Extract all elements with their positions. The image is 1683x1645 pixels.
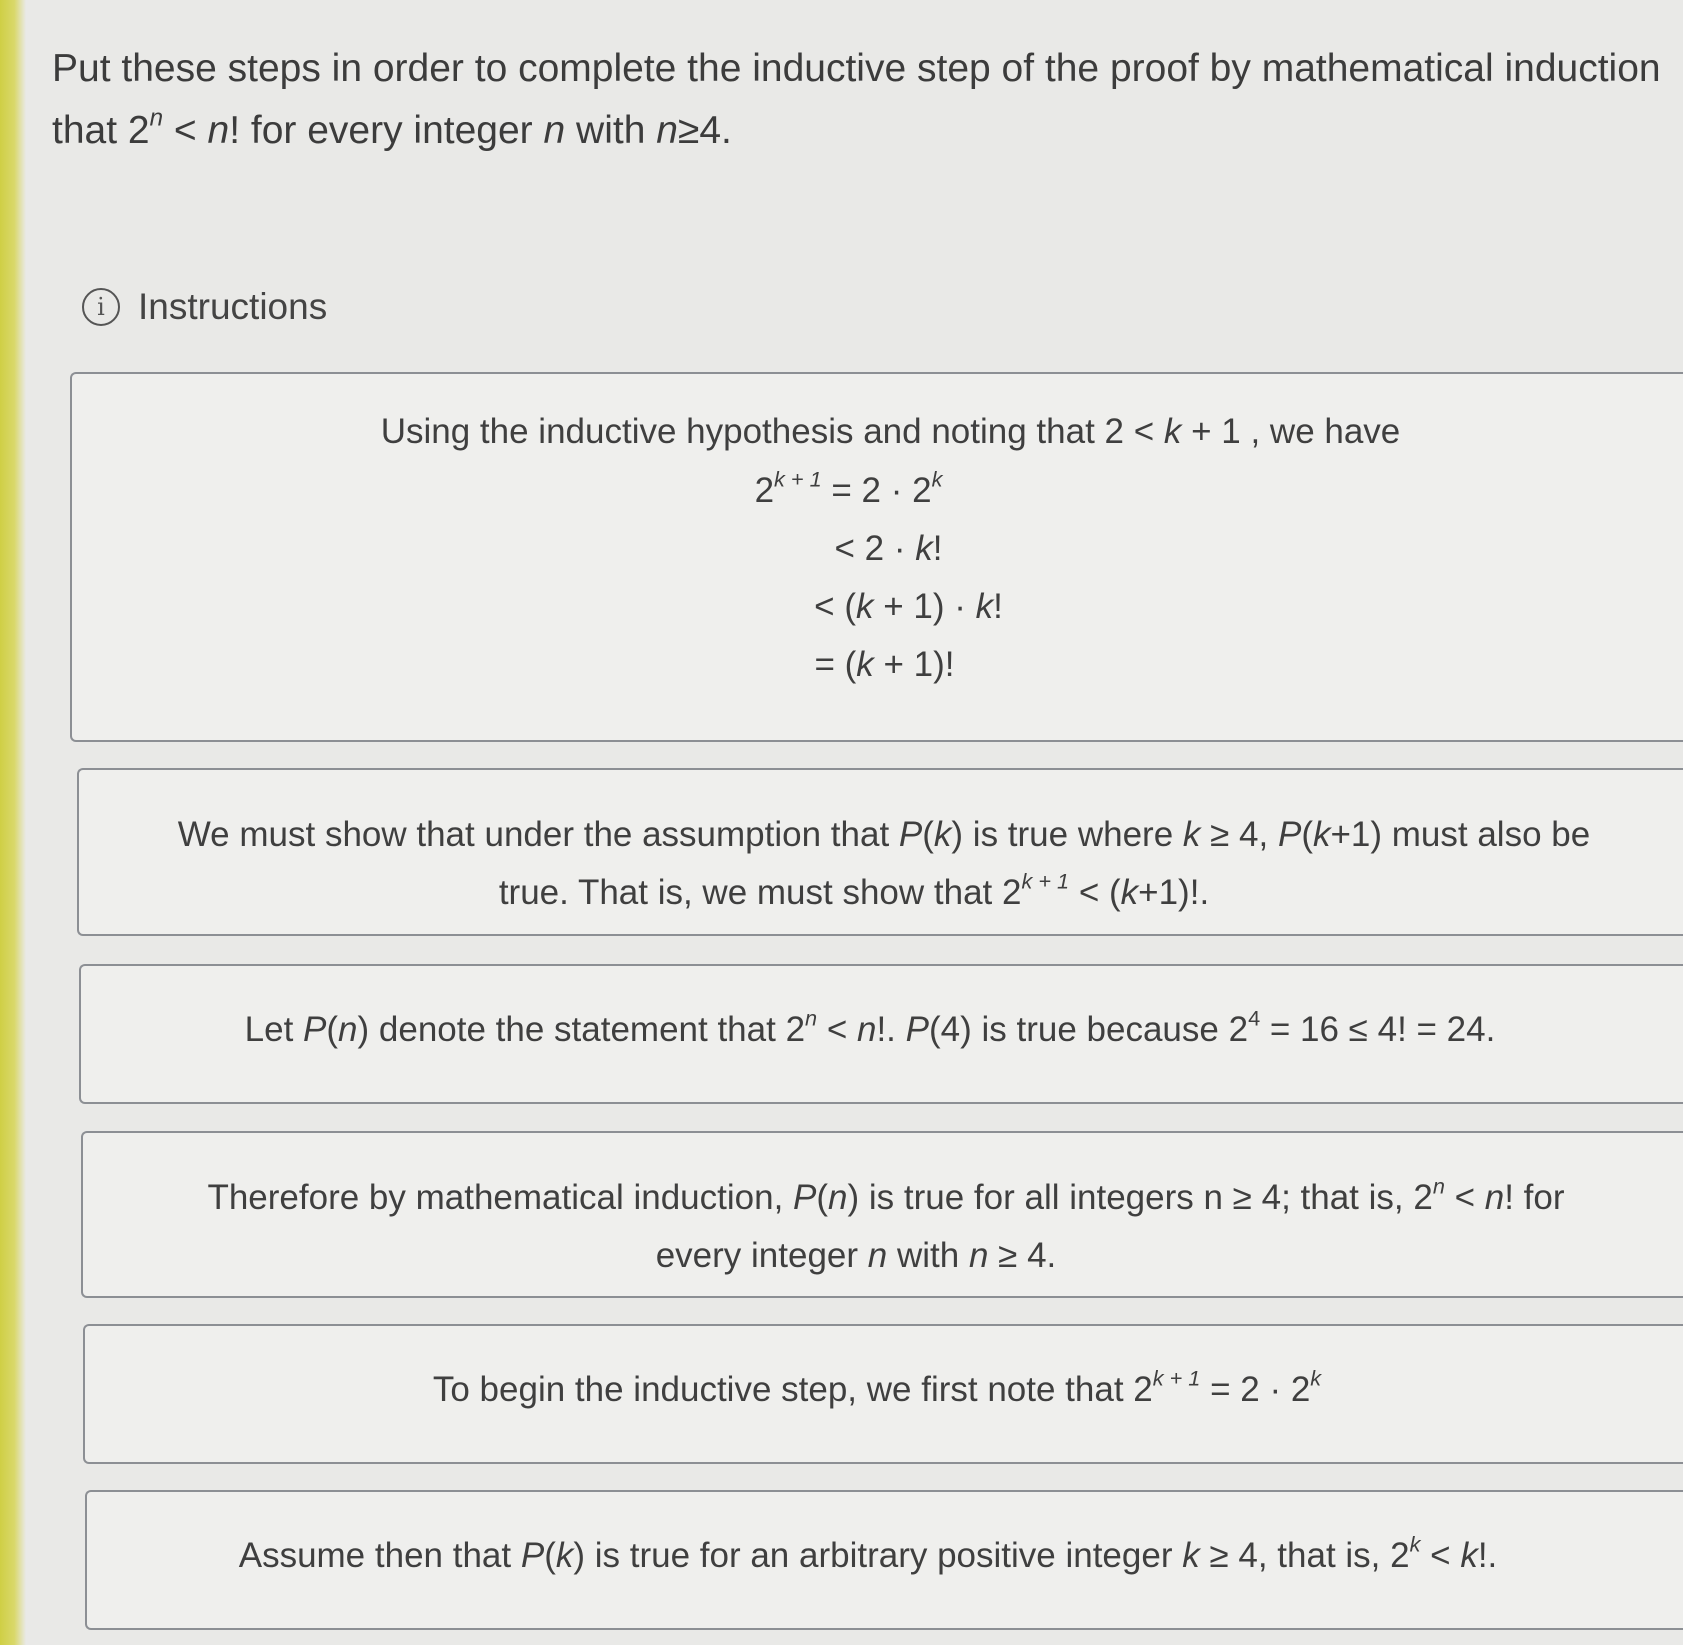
monitor-edge [0,0,26,1645]
chain-row-3: < (k + 1) · k! [814,587,1003,626]
card-6-text: Assume then that P(k) is true for an arbitrary positive integer k ≥ 4, that is, $2^k < k$!. [238,1531,1498,1575]
card-1-intro: Using the inductive hypothesis and noting that 2 < k + 1 , we have [380,412,1401,451]
proof-step-card-hypothesis[interactable] [70,372,1683,742]
proof-step-card-assume[interactable] [85,1490,1683,1630]
chain-row-4: = (k + 1)! [814,645,955,684]
proof-step-card-begin[interactable] [83,1324,1683,1464]
card-3-text: Let P(n) denote the statement that $2^n < n$!. P(4) is true because $2^4 = 16 \le 4$! = 24. [244,1005,1496,1049]
card-5-text: To begin the inductive step, we first note that $2^{k + 1} = 2 \cdot 2^k$ [432,1365,1322,1409]
question-line-2: that $2^n < n$! for every integer n with n≥4. [52,104,732,152]
chain-row-1: $2^{k + 1} = 2 \cdot 2^k$ [754,466,943,510]
proof-step-card-conclusion[interactable] [81,1131,1683,1298]
card-4-line-1: Therefore by mathematical induction, P(n) is true for all integers n ≥ 4; that is, $2^n < n$! for [207,1173,1565,1217]
inequality-chain [72,462,1683,694]
card-2-line-2: true. That is, we must show that $2^{k + 1} < (k+1)$!. [498,868,1210,912]
question-prompt [52,38,1682,162]
instructions-label: Instructions [138,286,328,327]
instructions-toggle[interactable] [82,282,327,332]
chain-row-2: < 2 · k! [834,529,943,568]
question-line-1: Put these steps in order to complete the inductive step of the proof by mathematical induction [52,47,1661,90]
card-4-line-2: every integer n with n ≥ 4. [655,1236,1057,1275]
info-icon: i [82,288,120,326]
proof-step-card-must-show[interactable] [77,768,1683,936]
proof-step-card-basis[interactable] [79,964,1683,1104]
card-2-line-1: We must show that under the assumption that P(k) is true where k ≥ 4, P(k+1) must also be [177,815,1591,854]
